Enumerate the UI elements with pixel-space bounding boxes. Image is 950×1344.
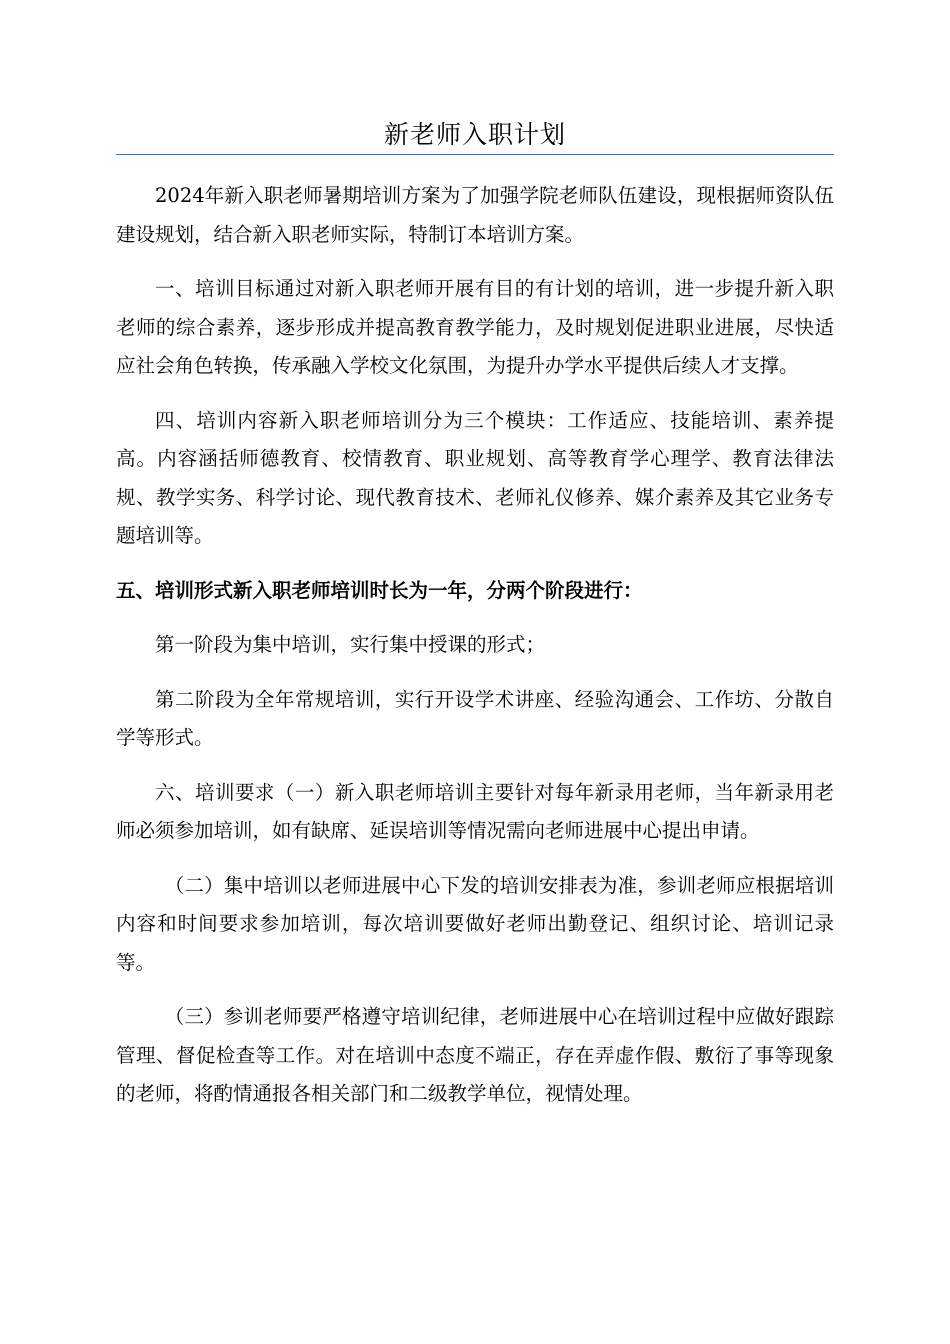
document-title: 新老师入职计划	[383, 120, 566, 149]
section-training-format-heading: 五、培训形式新入职老师培训时长为一年，分两个阶段进行：	[116, 578, 643, 602]
stage-two-paragraph: 第二阶段为全年常规培训，实行开设学术讲座、经验沟通会、工作坊、分散自学等形式。	[116, 687, 834, 749]
requirement-two-paragraph: （二）集中培训以老师进展中心下发的培训安排表为准，参训老师应根据培训内容和时间要求参加培训，每次培训要做好老师出勤登记、组织讨论、培训记录等。	[116, 873, 834, 974]
section-training-requirements: 六、培训要求（一）新入职老师培训主要针对每年新录用老师，当年新录用老师必须参加培训，如有缺席、延误培训等情况需向老师进展中心提出申请。	[116, 780, 834, 842]
title-underline	[116, 154, 834, 155]
requirement-three-paragraph: （三）参训老师要严格遵守培训纪律，老师进展中心在培训过程中应做好跟踪管理、督促检查等工作。对在培训中态度不端正，存在弄虚作假、敷衍了事等现象的老师，将酌情通报各相关部门和二级教学单位，视情处理。	[116, 1005, 834, 1105]
intro-paragraph: 2024年新入职老师暑期培训方案为了加强学院老师队伍建设，现根据师资队伍建设规划，结合新入职老师实际，特制订本培训方案。	[116, 184, 834, 246]
stage-one-paragraph: 第一阶段为集中培训，实行集中授课的形式；	[155, 633, 546, 656]
section-training-content: 四、培训内容新入职老师培训分为三个模块：工作适应、技能培训、素养提高。内容涵括师德教育、校情教育、职业规划、高等教育学心理学、教育法律法规、教学实务、科学讨论、现代教育技术、老师礼仪修养、媒介素养及其它业务专题培训等。	[116, 408, 834, 547]
section-training-goals: 一、培训目标通过对新入职老师开展有目的有计划的培训，进一步提升新入职老师的综合素养，逐步形成并提高教育教学能力，及时规划促进职业进展，尽快适应社会角色转换，传承融入学校文化氛围，为提升办学水平提供后续人才支撑。	[116, 277, 834, 377]
document-page	[116, 0, 834, 1114]
